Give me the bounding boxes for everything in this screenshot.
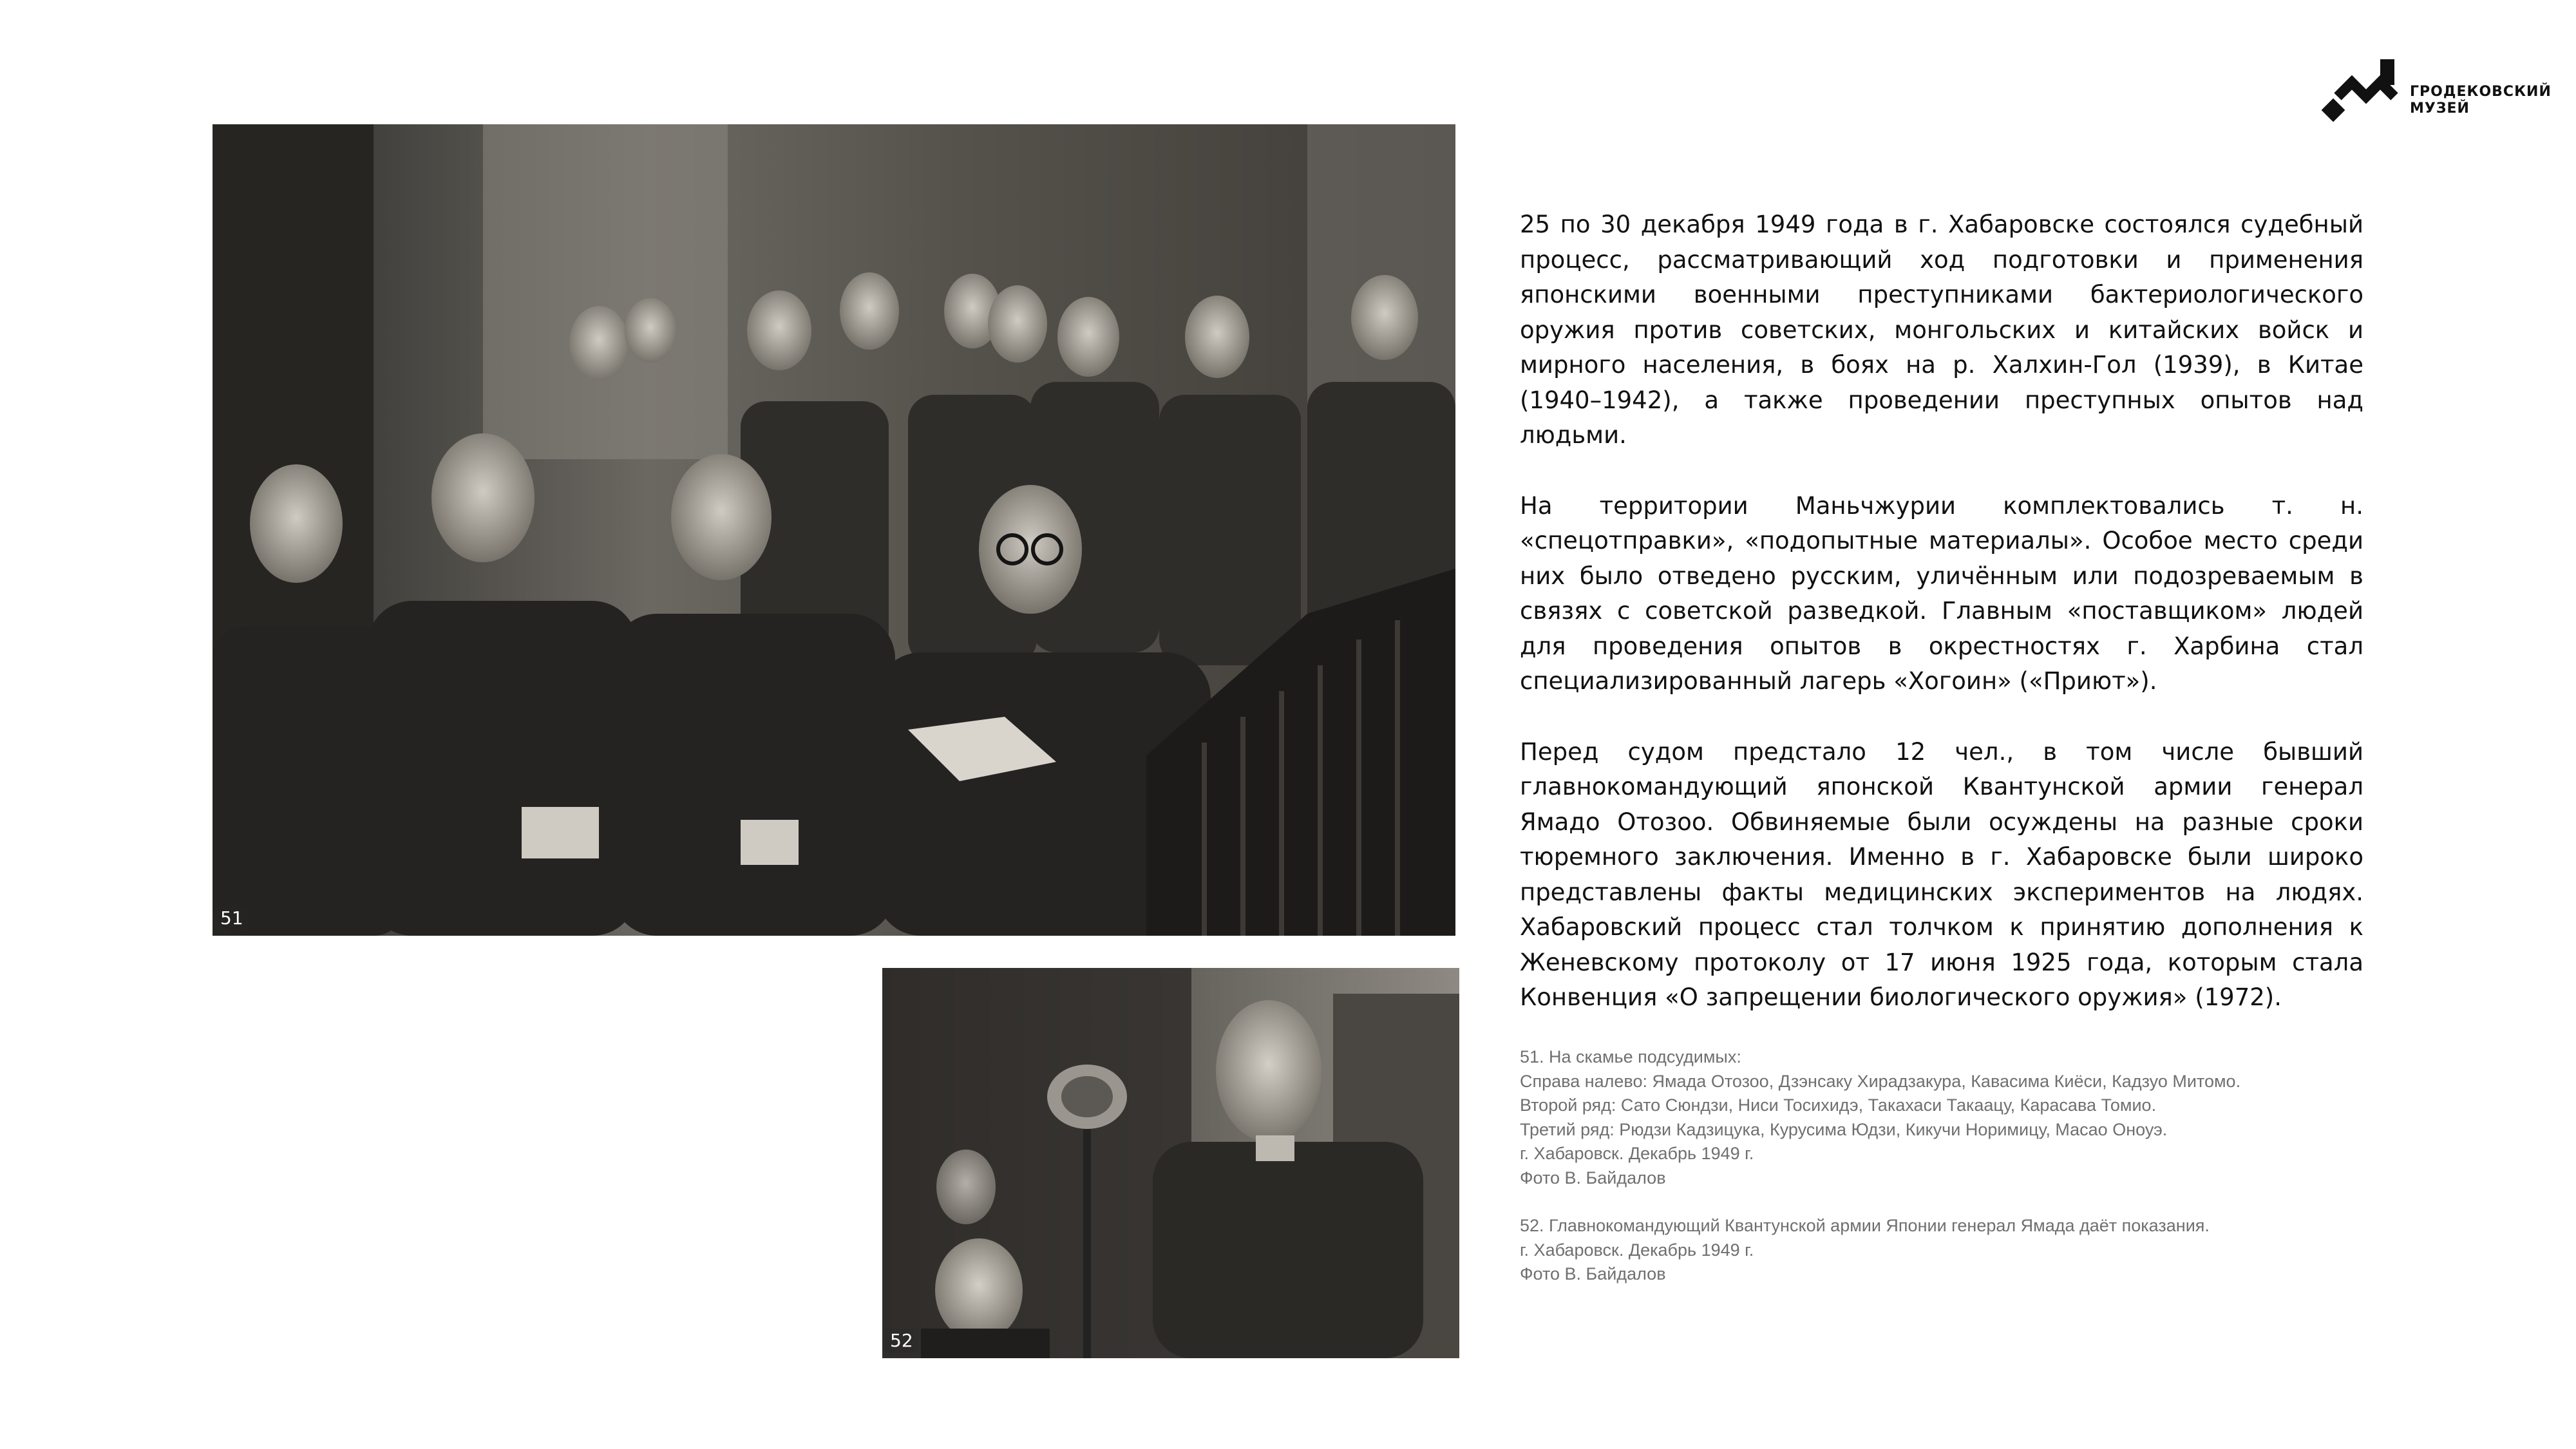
logo-line-1: ГРОДЕКОВСКИЙ	[2410, 84, 2552, 100]
caption-52-line: г. Хабаровск. Декабрь 1949 г.	[1520, 1240, 1754, 1260]
paragraph-3: Перед судом предстало 12 чел., в том числе бывший главнокомандующий японской Квантунской армии генерал Ямадо Отозоо. Обвиняемые были осуждены на разные сроки тюремного заключения. Именно в г. Хабаровске были широко представлены факты медицинских экспериментов на людях. Хабаровский процесс стал толчком к принятию дополнения к Женевскому протоколу от 17 июня 1925 года, которым стала Конвенция «О запрещении биологического оружия» (1972).	[1520, 737, 2363, 1011]
photo-captions	[1520, 1045, 2421, 1311]
caption-51-line: Третий ряд: Рюдзи Кадзицука, Курусима Юдзи, Кикучи Норимицу, Масао Оноуэ.	[1520, 1119, 2168, 1139]
caption-51-line: г. Хабаровск. Декабрь 1949 г.	[1520, 1144, 1754, 1163]
caption-51-line: Справа налево: Ямада Отозоо, Дзэнсаку Хирадзакура, Кавасима Киёси, Кадзуо Митомо.	[1520, 1071, 2241, 1091]
caption-52	[1520, 1214, 2421, 1287]
photo-defendants-image	[213, 124, 1455, 936]
caption-52-line: Фото В. Байдалов	[1520, 1264, 1666, 1283]
paragraph-1: 25 по 30 декабря 1949 года в г. Хабаровске состоялся судебный процесс, рассматривающий ход подготовки и применения японскими военными преступниками бактериологического оружия против советских, монгольских и китайских войск и мирного населения, в боях на р. Халхин-Гол (1939), в Китае (1940–1942), а также проведении преступных опытов над людьми.	[1520, 211, 2363, 449]
caption-51-line: 51. На скамье подсудимых:	[1520, 1047, 1741, 1066]
logo-mark-icon	[2318, 57, 2409, 128]
paragraph-2: На территории Маньчжурии комплектовались т. н. «спецотправки», «подопытные материалы». Особое место среди них было отведено русским, уличённым или подозреваемым в связях с советской разведкой. Главным «поставщиком» людей для проведения опытов в окрестностях г. Харбина стал специализированный лагерь «Хогоин» («Приют»).	[1520, 491, 2363, 695]
photo-general-testimony	[882, 968, 1459, 1358]
photo-general-image	[882, 968, 1459, 1358]
logo-line-2: МУЗЕЙ	[2410, 100, 2470, 117]
photo-defendants-bench	[213, 124, 1455, 936]
caption-51-line: Фото В. Байдалов	[1520, 1168, 1666, 1188]
caption-52-line: 52. Главнокомандующий Квантунской армии Японии генерал Ямада даёт показания.	[1520, 1216, 2210, 1235]
caption-51-line: Второй ряд: Сато Сюндзи, Ниси Тосихидэ, Такахаси Такаацу, Карасава Томио.	[1520, 1095, 2157, 1115]
photo-number-51: 51	[215, 906, 249, 931]
museum-logo[interactable]	[2318, 57, 2550, 128]
main-article-text	[1520, 207, 2363, 1051]
logo-text	[2410, 84, 2552, 117]
photo-number-52: 52	[885, 1329, 918, 1353]
caption-51	[1520, 1045, 2421, 1190]
